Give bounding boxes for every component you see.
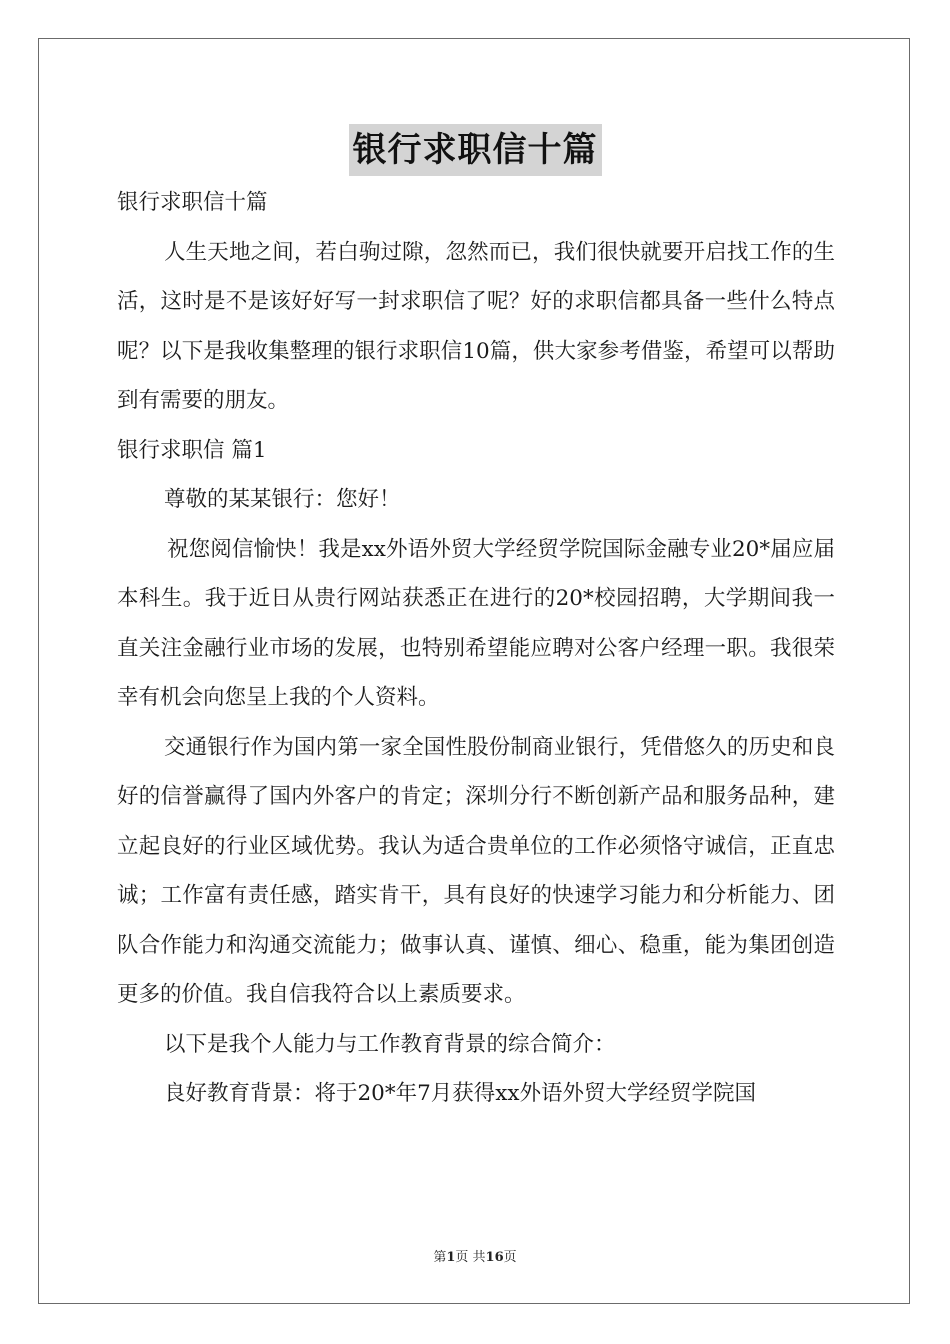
paragraph: 银行求职信 篇1 [117,437,267,463]
paragraph: 尊敬的某某银行：您好！ [164,487,401,512]
paragraph: 以下是我个人能力与工作教育背景的综合简介： [164,1031,616,1057]
paragraph: 银行求职信十篇 [117,190,268,215]
footer-total-pages: 16 [485,1250,504,1265]
document-body [117,178,835,1119]
document-title: 银行求职信十篇 [349,124,602,176]
footer-page-number: 1 [446,1250,456,1265]
footer-suffix: 页 [503,1250,517,1265]
footer-middle: 页 共 [455,1250,486,1265]
footer-prefix: 第 [433,1250,447,1265]
paragraph: 祝您阅信愉快！我是xx外语外贸大学经贸学院国际金融专业20*届应届本科生。我于近日从贵行网站获悉正在进行的20*校园招聘，大学期间我一直关注金融行业市场的发展，也特别希望能应聘对公客户经理一职。我很荣幸有机会向您呈上我的个人资料。 [117,536,835,710]
page-footer [0,1246,950,1265]
title-container [0,124,950,176]
paragraph: 人生天地之间，若白驹过隙，忽然而已，我们很快就要开启找工作的生活，这时是不是该好好写一封求职信了呢？好的求职信都具备一些什么特点呢？以下是我收集整理的银行求职信10篇，供大家参考借鉴，希望可以帮助到有需要的朋友。 [117,239,835,413]
paragraph: 良好教育背景：将于20*年7月获得xx外语外贸大学经贸学院国 [164,1081,757,1106]
paragraph: 交通银行作为国内第一家全国性股份制商业银行，凭借悠久的历史和良好的信誉赢得了国内外客户的肯定；深圳分行不断创新产品和服务品种，建立起良好的行业区域优势。我认为适合贵单位的工作必须恪守诚信，正直忠诚；工作富有责任感，踏实肯干，具有良好的快速学习能力和分析能力、团队合作能力和沟通交流能力；做事认真、谨慎、细心、稳重，能为集团创造更多的价值。我自信我符合以上素质要求。 [117,734,835,1007]
